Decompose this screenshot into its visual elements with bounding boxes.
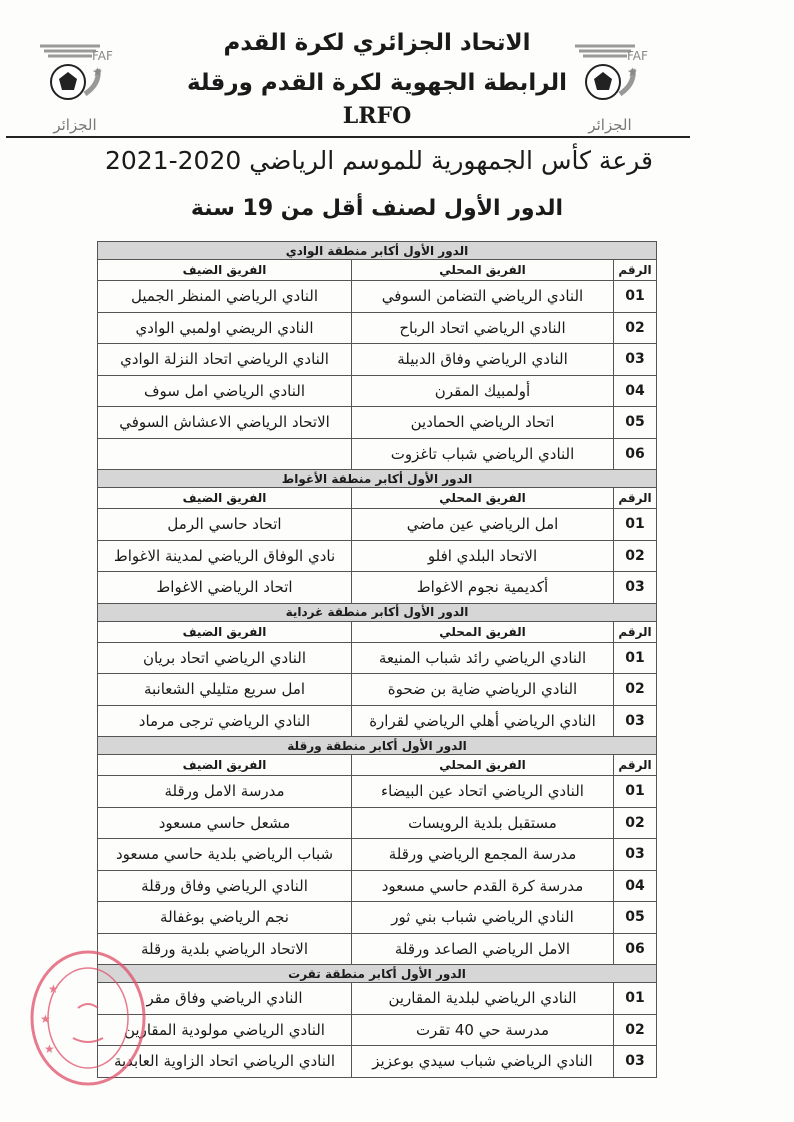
home-team: النادي الرياضي شباب سيدي بوعزيز [352, 1046, 614, 1078]
match-row [98, 674, 657, 706]
svg-text:★: ★ [44, 1042, 55, 1056]
match-row [98, 902, 657, 934]
section-header [98, 737, 657, 755]
home-team: النادي الرياضي لبلدية المقارين [352, 983, 614, 1015]
match-number: 03 [614, 839, 657, 871]
match-row [98, 870, 657, 902]
official-stamp-icon [28, 948, 148, 1088]
match-number: 02 [614, 807, 657, 839]
away-team: النادي الريضي اولمبي الوادي [98, 312, 352, 344]
away-team: نادي الوفاق الرياضي لمدينة الاغواط [98, 540, 352, 572]
home-team: مدرسة كرة القدم حاسي مسعود [352, 870, 614, 902]
away-team: نجم الرياضي بوغفالة [98, 902, 352, 934]
logo-text: الجزائر [53, 116, 97, 134]
column-header-home: الفريق المحلي [352, 260, 614, 281]
home-team: مدرسة المجمع الرياضي ورقلة [352, 839, 614, 871]
draw-table [97, 241, 657, 1078]
column-header-away: الفريق الضيف [98, 755, 352, 776]
match-row [98, 509, 657, 541]
away-team: مشعل حاسي مسعود [98, 807, 352, 839]
section-title: الدور الأول أكابر منطقة الوادي [98, 242, 657, 260]
match-number: 04 [614, 870, 657, 902]
away-team: النادي الرياضي اتحاد بريان [98, 642, 352, 674]
match-number: 05 [614, 902, 657, 934]
match-row [98, 572, 657, 604]
federation-name: الاتحاد الجزائري لكرة القدم [223, 30, 531, 56]
match-number: 01 [614, 983, 657, 1015]
svg-text:FAF: FAF [627, 49, 648, 63]
column-header-num: الرقم [614, 621, 657, 642]
match-row [98, 540, 657, 572]
column-header-home: الفريق المحلي [352, 621, 614, 642]
home-team: اتحاد الرياضي الحمادين [352, 407, 614, 439]
home-team: النادي الرياضي اتحاد الرباح [352, 312, 614, 344]
column-header-home: الفريق المحلي [352, 488, 614, 509]
home-team: الامل الرياضي الصاعد ورقلة [352, 933, 614, 965]
match-row [98, 312, 657, 344]
match-number: 06 [614, 438, 657, 470]
away-team: النادي الرياضي المنظر الجميل [98, 281, 352, 313]
home-team: مستقبل بلدية الرويسات [352, 807, 614, 839]
home-team: أكديمية نجوم الاغواط [352, 572, 614, 604]
column-header-home: الفريق المحلي [352, 755, 614, 776]
column-header-away: الفريق الضيف [98, 260, 352, 281]
match-row [98, 776, 657, 808]
home-team: أولمبيك المقرن [352, 375, 614, 407]
match-number: 02 [614, 312, 657, 344]
match-number: 03 [614, 344, 657, 376]
away-team: النادي الرياضي اتحاد الزاوية العابدية [98, 1046, 352, 1078]
match-row [98, 1046, 657, 1078]
match-number: 06 [614, 933, 657, 965]
match-number: 01 [614, 776, 657, 808]
match-row [98, 344, 657, 376]
column-header-row [98, 488, 657, 509]
home-team: الاتحاد البلدي افلو [352, 540, 614, 572]
section-header [98, 603, 657, 621]
column-header-num: الرقم [614, 755, 657, 776]
section-title: الدور الأول أكابر منطقة الأغواط [98, 470, 657, 488]
away-team [98, 438, 352, 470]
away-team: اتحاد الرياضي الاغواط [98, 572, 352, 604]
match-number: 01 [614, 642, 657, 674]
match-row [98, 839, 657, 871]
logo-text: الجزائر [588, 116, 632, 134]
home-team: النادي الرياضي شباب تاغزوت [352, 438, 614, 470]
away-team: النادي الرياضي اتحاد النزلة الوادي [98, 344, 352, 376]
svg-text:FAF: FAF [92, 49, 113, 63]
match-number: 02 [614, 1014, 657, 1046]
away-team: الاتحاد الرياضي الاعشاش السوفي [98, 407, 352, 439]
home-team: مدرسة حي 40 تقرت [352, 1014, 614, 1046]
away-team: النادي الرياضي وفاق مقر [98, 983, 352, 1015]
match-row [98, 933, 657, 965]
match-row [98, 1014, 657, 1046]
home-team: النادي الرياضي أهلي الرياضي لقرارة [352, 705, 614, 737]
match-number: 02 [614, 674, 657, 706]
away-team: شباب الرياضي بلدية حاسي مسعود [98, 839, 352, 871]
match-number: 03 [614, 572, 657, 604]
home-team: النادي الرياضي ضاية بن ضحوة [352, 674, 614, 706]
section-header [98, 242, 657, 260]
column-header-away: الفريق الضيف [98, 488, 352, 509]
svg-text:★: ★ [92, 65, 103, 79]
away-team: النادي الرياضي وفاق ورقلة [98, 870, 352, 902]
home-team: النادي الرياضي وفاق الدبيلة [352, 344, 614, 376]
match-number: 01 [614, 509, 657, 541]
away-team: مدرسة الامل ورقلة [98, 776, 352, 808]
column-header-num: الرقم [614, 260, 657, 281]
column-header-num: الرقم [614, 488, 657, 509]
svg-text:★: ★ [40, 1012, 51, 1026]
home-team: النادي الرياضي شباب بني ثور [352, 902, 614, 934]
match-number: 03 [614, 705, 657, 737]
section-header [98, 965, 657, 983]
match-number: 03 [614, 1046, 657, 1078]
home-team: النادي الرياضي التضامن السوفي [352, 281, 614, 313]
away-team: النادي الرياضي ترجى مرماد [98, 705, 352, 737]
match-row [98, 438, 657, 470]
section-header [98, 470, 657, 488]
match-row [98, 281, 657, 313]
section-title: الدور الأول أكابر منطقة ورقلة [98, 737, 657, 755]
home-team: النادي الرياضي رائد شباب المنيعة [352, 642, 614, 674]
match-row [98, 705, 657, 737]
away-team: النادي الرياضي امل سوف [98, 375, 352, 407]
match-number: 04 [614, 375, 657, 407]
league-acronym: LRFO [342, 103, 412, 129]
home-team: النادي الرياضي اتحاد عين البيضاء [352, 776, 614, 808]
header-divider [6, 136, 690, 138]
column-header-row [98, 755, 657, 776]
away-team: الاتحاد الرياضي بلدية ورقلة [98, 933, 352, 965]
column-header-away: الفريق الضيف [98, 621, 352, 642]
league-name: الرابطة الجهوية لكرة القدم ورقلة [186, 70, 568, 96]
match-number: 05 [614, 407, 657, 439]
match-row [98, 642, 657, 674]
home-team: امل الرياضي عين ماضي [352, 509, 614, 541]
match-row [98, 375, 657, 407]
match-row [98, 407, 657, 439]
away-team: امل سريع متليلي الشعانبة [98, 674, 352, 706]
svg-text:★: ★ [627, 65, 638, 79]
column-header-row [98, 260, 657, 281]
svg-text:★: ★ [48, 982, 59, 996]
column-header-row [98, 621, 657, 642]
section-title: الدور الأول أكابر منطقة غرداية [98, 603, 657, 621]
away-team: النادي الرياضي مولودية المقارين [98, 1014, 352, 1046]
match-number: 01 [614, 281, 657, 313]
match-number: 02 [614, 540, 657, 572]
match-row [98, 983, 657, 1015]
document-subtitle: الدور الأول لصنف أقل من 19 سنة [190, 196, 564, 221]
away-team: اتحاد حاسي الرمل [98, 509, 352, 541]
document-title: قرعة كأس الجمهورية للموسم الرياضي 2020-2021 [105, 146, 653, 175]
match-row [98, 807, 657, 839]
section-title: الدور الأول أكابر منطقة تقرت [98, 965, 657, 983]
